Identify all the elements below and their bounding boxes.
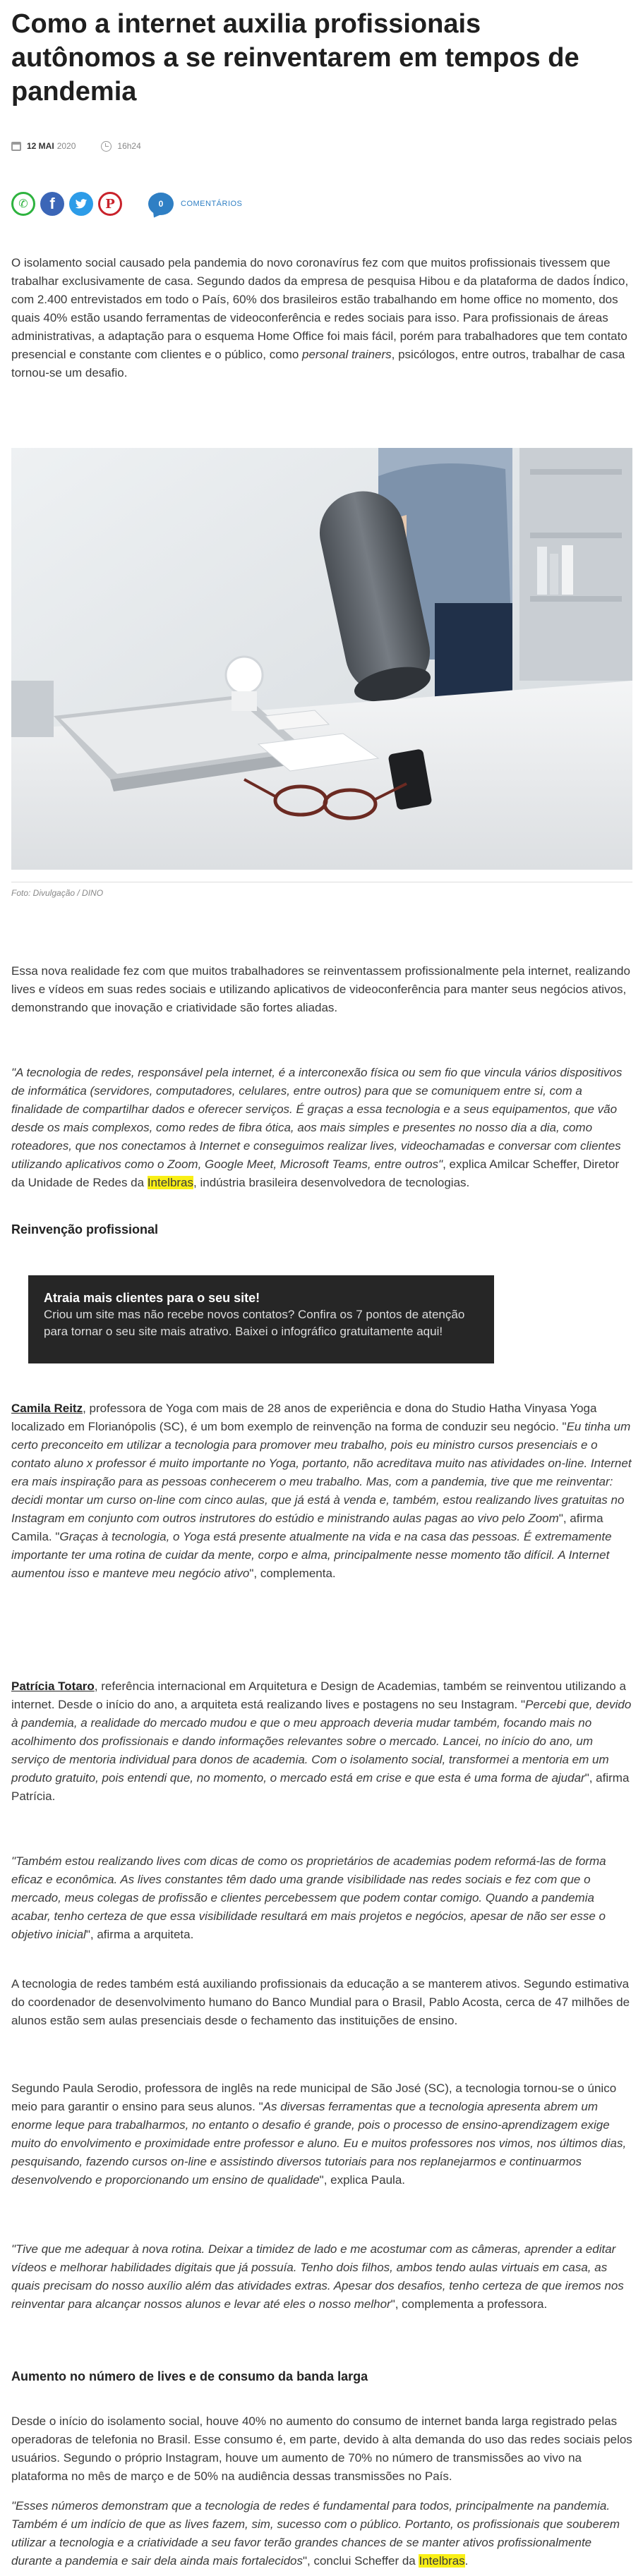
person-link-patricia[interactable]: Patrícia Totaro (11, 1679, 95, 1693)
article-meta (11, 138, 141, 154)
promo-text: Criou um site mas não recebe novos contatos? Confira os 7 pontos de atenção para tornar o seu site mais atrativo. Baixei o infográfico gratuitamente aqui! (44, 1308, 465, 1338)
paragraph-conclusao: "Esses números demonstram que a tecnologia de redes é fundamental para todos, principalmente na pandemia. Também é um indício de que as lives fazem, sim, sucesso com o público. Portanto, os profissionais que souberem utilizar a tecnologia e a criatividade a seu favor terão grandes chances de se manter ativos profissionalmente durante a pandemia e sair dela ainda mais fortalecidos", conclui Scheffer da Intelbras. (11, 2499, 620, 2568)
publish-date-year: 2020 (56, 141, 76, 151)
facebook-icon[interactable]: f (40, 192, 64, 216)
paragraph-rotina: "Tive que me adequar à nova rotina. Deixar a timidez de lado e me acostumar com as câmeras, aprender a editar vídeos e melhorar habilidades digitais que já possuía. Tenho dois filhos, ambos tendo aulas virtuais em casa, as quais precisam do nosso auxílio além das atividades extras. Apesar dos desafios, tenho certeza de que iremos nos reinventar para alcançar nossos alunos e levar até eles o nosso melhor", complementa a professora. (11, 2242, 624, 2311)
publish-time: 16h24 (117, 141, 141, 151)
paragraph-intro: O isolamento social causado pela pandemia do novo coronavírus fez com que muitos profissionais tivessem que trabalhar exclusivamente de casa. Segundo dados da empresa de pesquisa Hibou e da plataforma de dados Índico, com 2.400 entrevistados em todo o País, 60% dos brasileiros estão trabalhando em home office no momento, dos quais 40% estão usando ferramentas de videoconferência e redes sociais para isso. Para profissionais de áreas administrativas, a adaptação para o esquema Home Office foi mais fácil, porém para trabalhadores que tem contato presencial e constante com clientes e o público, como personal trainers, psicólogos, entre outros, trabalhar de casa tornou-se um desafio. (11, 256, 629, 379)
paragraph-paula: Segundo Paula Serodio, professora de inglês na rede municipal de São José (SC), a tecnologia tornou-se o único meio para garantir o ensino para seus alunos. "As diversas ferramentas que a tecnologia apresenta abrem um enorme leque para trabalharmos, no entanto o desafio é grande, pois o processo de ensino-aprendizagem exige muito do envolvimento e proximidade entre professor e aluno. Eu e muitos professores nos vimos, nos últimos dias, pesquisando, fazendo cursos on-line e assistindo diversos tutoriais para nos replanejarmos e continuarmos desenvolvendo e proporcionando um ensino de qualidade", explica Paula. (11, 2082, 627, 2187)
intelbras-link[interactable]: Intelbras (147, 1176, 194, 1189)
share-bar (11, 192, 242, 216)
paragraph-camila: Camila Reitz, professora de Yoga com mais de 28 anos de experiência e dona do Studio Hatha Vinyasa Yoga localizado em Florianópolis (SC), é um bom exemplo de reinvenção na forma de conduzir seu negócio. "Eu tinha um certo preconceito em utilizar a tecnologia para promover meu trabalho, pois eu ministro cursos presenciais e o contato aluno x professor é muito importante no Yoga, portanto, não acreditava muito nas atividades on-line. Internet era mais inspiração para as pessoas conhecerem o meu trabalho. Mas, com a pandemia, tive que me reinventar: decidi montar um curso on-line com cinco aulas, que já está à venda e, também, estou realizando lives gratuitas no Instagram em conjunto com outros instrutores do estúdio e ministrando aulas pagas ao vivo pelo Zoom", afirma Camila. "Graças à tecnologia, o Yoga está presente atualmente na vida e na casa das pessoas. É extremamente importante ter uma rotina de cuidar da mente, corpo e alma, principalmente nesse momento tão difícil. A Internet aumentou isso e manteve meu negócio ativo", complementa. (11, 1402, 632, 1580)
photo-caption: Foto: Divulgação / DINO (11, 888, 104, 898)
clock-icon (101, 141, 112, 152)
calendar-icon (11, 142, 21, 151)
paragraph-lives: "Também estou realizando lives com dicas de como os proprietários de academias podem reformá-las de forma eficaz e econômica. As lives constantes têm dado uma grande visibilidade nas redes sociais e fez com que o mercado, meus colegas de profissão e clientes percebessem que podem contar comigo. Quando a pandemia acabar, tenho certeza de que essa visibilidade resultará em mais projetos e negócios, apesar de não ser esse o objetivo inicial", afirma a arquiteta. (11, 1854, 606, 1941)
promo-banner[interactable] (28, 1275, 494, 1363)
paragraph-3: "A tecnologia de redes, responsável pela internet, é a interconexão física ou sem fio que vincula vários dispositivos de informática (servidores, computadores, celulares, entre outros) para que se comuniquem entre si, com a finalidade de compartilhar dados e oferecer serviços. É graças a essa tecnologia e a seus equipamentos, que vão desde os mais complexos, como redes de fibra ótica, aos mais simples e presentes no nosso dia a dia, como roteadores, que nos conectamos à Internet e conseguimos realizar lives, videochamadas e conversar com clientes utilizando aplicativos como o Zoom, Google Meet, Microsoft Teams, entre outros", explica Amilcar Scheffer, Diretor da Unidade de Redes da Intelbras, indústria brasileira desenvolvedora de tecnologias. (11, 1066, 623, 1189)
paragraph-educacao: A tecnologia de redes também está auxiliando profissionais da educação a se manterem ativos. Segundo estimativa do coordenador de desenvolvimento humano do Banco Mundial para o Brasil, Pablo Acosta, cerca de 47 milhões de alunos estão sem aulas presenciais desde o fechamento das instituições de ensino. (11, 1977, 630, 2027)
section-heading-reinvencao: Reinvenção profissional (11, 1222, 159, 1237)
section-heading-aumento: Aumento no número de lives e de consumo da banda larga (11, 2369, 368, 2383)
person-link-camila[interactable]: Camila Reitz (11, 1402, 83, 1415)
comments-link[interactable] (148, 193, 242, 215)
paragraph-2: Essa nova realidade fez com que muitos trabalhadores se reinventassem profissionalmente pela internet, realizando lives e vídeos em suas redes sociais e utilizando aplicativos de videoconferência para manter seus negócios ativos, demonstrando que inovação e criatividade são fortes aliadas. (11, 964, 630, 1014)
whatsapp-icon[interactable]: ✆ (11, 192, 35, 216)
comments-label: COMENTÁRIOS (181, 200, 243, 208)
pinterest-icon[interactable]: P (98, 192, 122, 216)
intelbras-link-2[interactable]: Intelbras (419, 2554, 465, 2568)
paragraph-patricia: Patrícia Totaro, referência internacional em Arquitetura e Design de Academias, também se reinventou utilizando a internet. Desde o início do ano, a arquiteta está realizando lives e postagens no seu Instagram. "Percebi que, devido à pandemia, a realidade do mercado mudou e que o meu approach deveria mudar também, focando mais no acolhimento dos profissionais e dando informações relevantes sobre o mercado. Lancei, no início do ano, um serviço de mentoria individual para donos de academia. Com o isolamento social, transformei a mentoria em um produto gratuito, pois entendi que, no momento, o mercado está em crise e que esta é uma forma de ajudar", afirma Patrícia. (11, 1679, 632, 1803)
article-title: Como a internet auxilia profissionais autônomos a se reinventarem em tempos de pandemia (11, 9, 579, 107)
promo-title: Atraia mais clientes para o seu site! (44, 1291, 260, 1305)
article-photo (11, 448, 632, 870)
comment-bubble-icon (148, 193, 174, 215)
comments-count: 0 (158, 199, 164, 209)
publish-date-day: 12 MAI (27, 141, 54, 151)
paragraph-consumo: Desde o início do isolamento social, houve 40% no aumento do consumo de internet banda larga registrado pelas operadoras de telefonia no Brasil. Esse consumo é, em parte, devido à alta demanda do uso das redes sociais pelos usuários. Segundo o próprio Instagram, houve um aumento de 70% no número de transmissões ao vivo na plataforma no mês de março e de 50% na audiência dessas transmissões no País. (11, 2414, 632, 2483)
twitter-icon[interactable] (69, 192, 93, 216)
